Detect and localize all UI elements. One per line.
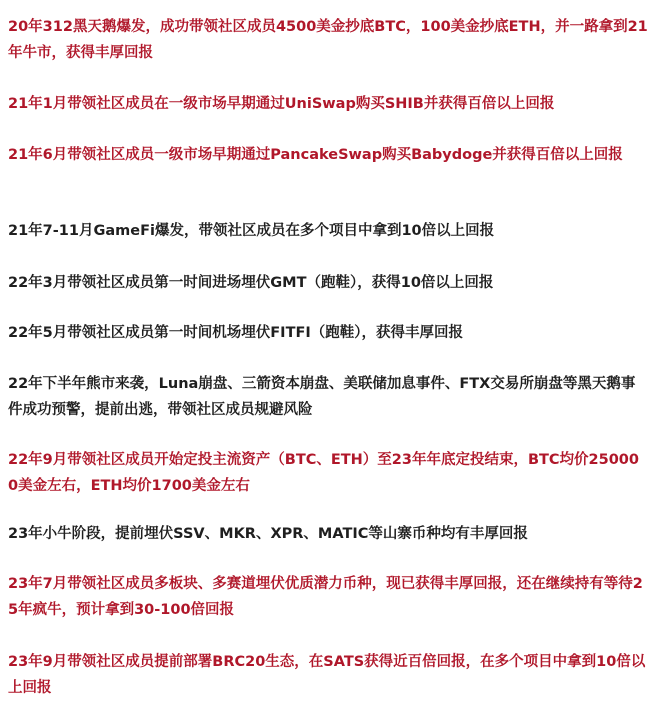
paragraph-4: 21年7-11月GameFi爆发，带领社区成员在多个项目中拿到10倍以上回报	[8, 223, 495, 239]
paragraph-9: 23年小牛阶段，提前埋伏SSV、MKR、XPR、MATIC等山寨币种均有丰厚回报	[8, 526, 528, 542]
paragraph-7: 22年下半年熊市来袭，Luna崩盘、三箭资本崩盘、美联储加息事件、FTX交易所崩盘等黑天鹅事件成功预警，提前出逃，带领社区成员规避风险	[8, 376, 636, 418]
paragraph-3: 21年6月带领社区成员一级市场早期通过PancakeSwap购买Babydoge并获得百倍以上回报	[8, 147, 623, 163]
paragraph-11: 23年9月带领社区成员提前部署BRC20生态，在SATS获得近百倍回报，在多个项目中拿到10倍以上回报	[8, 654, 646, 696]
paragraph-5: 22年3月带领社区成员第一时间进场埋伏GMT（跑鞋），获得10倍以上回报	[8, 275, 494, 291]
paragraph-10: 23年7月带领社区成员多板块、多赛道埋伏优质潜力币种，现已获得丰厚回报，还在继续持有等待25年疯牛，预计拿到30-100倍回报	[8, 576, 643, 618]
paragraph-2: 21年1月带领社区成员在一级市场早期通过UniSwap购买SHIB并获得百倍以上回报	[8, 96, 555, 112]
paragraph-6: 22年5月带领社区成员第一时间机场埋伏FITFI（跑鞋），获得丰厚回报	[8, 325, 464, 341]
paragraph-8: 22年9月带领社区成员开始定投主流资产（BTC、ETH）至23年年底定投结束，BTC均价250000美金左右，ETH均价1700美金左右	[8, 452, 639, 494]
paragraph-1: 20年312黑天鹅爆发，成功带领社区成员4500美金抄底BTC，100美金抄底ETH，并一路拿到21年牛市，获得丰厚回报	[8, 19, 648, 61]
